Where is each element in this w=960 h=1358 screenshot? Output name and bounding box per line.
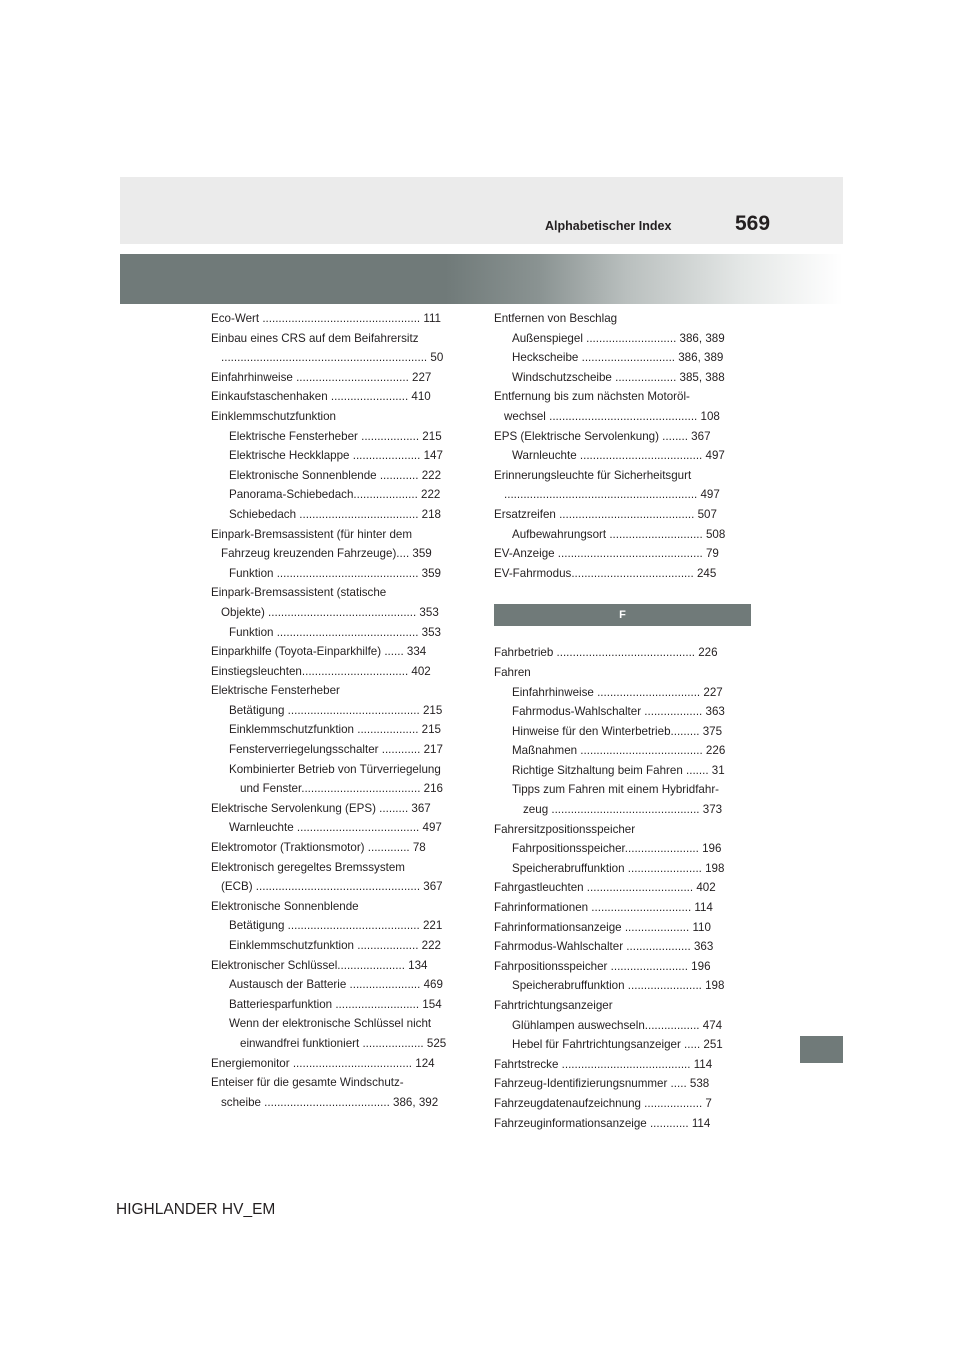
index-entry: Elektronisch geregeltes Bremssystem [211,860,405,874]
index-entry: ............................................................ 497 [504,488,720,502]
index-entry: Tipps zum Fahren mit einem Hybridfahr- [512,783,720,797]
header-title: Alphabetischer Index [545,219,672,233]
index-entry: Betätigung ......................................... 215 [229,703,443,717]
index-entry: Elektrische Heckklappe ..................... 147 [229,449,443,463]
index-entry: Einpark-Bremsassistent (für hinter dem [211,527,413,541]
index-entry: wechsel .............................................. 108 [504,409,720,423]
index-entry: Erinnerungsleuchte für Sicherheitsgurt [494,468,692,482]
index-entry: Elektromotor (Traktionsmotor) ............. 78 [211,841,426,855]
index-entry: EPS (Elektrische Servolenkung) ........ 367 [494,429,711,443]
index-entry: Fahrzeug-Identifizierungsnummer ..... 538 [494,1077,710,1091]
index-entry: scheibe ....................................... 386, 392 [221,1095,439,1109]
index-entry: Elektronischer Schlüssel..................... 134 [211,958,428,972]
index-entry: einwandfrei funktioniert ................... 525 [240,1036,447,1050]
index-entry: und Fenster..................................... 216 [240,782,443,796]
index-entry: Fahrzeugdatenaufzeichnung .................. 7 [494,1096,712,1110]
index-entry: Einfahrhinweise ................................ 227 [512,685,723,699]
index-group-f [494,643,751,1133]
index-entry: Fahrpositionsspeicher....................... 196 [512,842,722,856]
index-entry: Hinweise für den Winterbetrieb......... 375 [512,724,723,738]
index-entry: Hebel für Fahrtrichtungsanzeiger ..... 251 [512,1038,723,1052]
header-gradient-band [120,254,843,304]
index-entry: Objekte) .............................................. 353 [221,605,439,619]
index-entry: Aufbewahrungsort ............................. 508 [512,527,726,541]
index-entry: Fahrgastleuchten ................................. 402 [494,881,716,895]
index-entry: Maßnahmen ...................................... 226 [512,744,726,758]
index-entry: Schiebedach ..................................... 218 [229,507,442,521]
index-entry: Einklemmschutzfunktion ................... 222 [229,939,441,952]
index-entry: ................................................................ 50 [221,351,444,365]
index-entry: Fahren [494,665,531,679]
index-entry: Warnleuchte ...................................... 497 [229,821,442,835]
index-column-left [211,309,463,1112]
footer-model-code: HIGHLANDER HV_EM [116,1201,276,1218]
index-entry: Austausch der Batterie ...................... 469 [229,978,443,992]
index-entry: Fahrmodus-Wahlschalter .................... 363 [494,940,714,954]
index-entry: Enteiser für die gesamte Windschutz- [211,1076,404,1090]
index-entry: Elektrische Servolenkung (EPS) ......... 367 [211,801,431,815]
index-entry: Elektrische Fensterheber .................. 215 [229,429,442,443]
index-entry: Fahrzeug kreuzenden Fahrzeuge).... 359 [221,547,432,561]
index-entry: Speicherabruffunktion ....................... 198 [512,861,725,875]
index-entry: Speicherabruffunktion ....................... 198 [512,979,725,993]
index-entry: Fahrinformationen ............................... 114 [494,901,713,915]
index-entry: Fahrmodus-Wahlschalter .................. 363 [512,705,725,719]
index-entry: Fahrersitzpositionsspeicher [494,822,636,836]
index-entry: Wenn der elektronische Schlüssel nicht [229,1017,432,1031]
index-entry: Einpark-Bremsassistent (statische [211,586,387,600]
index-entry: Fahrbetrieb ........................................... 226 [494,646,718,660]
index-entry: Einfahrhinweise ................................... 227 [211,370,432,384]
index-entry: Kombinierter Betrieb von Türverriegelung [229,762,441,776]
section-thumb-tab [800,1036,843,1063]
page-number: 569 [735,212,771,235]
index-entry: Einklemmschutzfunktion [211,409,337,423]
index-entry: Einbau eines CRS auf dem Beifahrersitz [211,331,419,345]
index-entry: Entfernung bis zum nächsten Motoröl- [494,390,690,404]
index-entry: Ersatzreifen .......................................... 507 [494,507,717,521]
index-column-right [494,309,751,1133]
index-entry: Einparkhilfe (Toyota-Einparkhilfe) ...... 334 [211,645,427,659]
index-entry: Panorama-Schiebedach.................... 222 [229,488,441,502]
index-entry: Funktion ............................................ 359 [229,566,441,580]
index-entry: Einkaufstaschenhaken ........................ 410 [211,390,431,404]
index-group-e [494,309,751,583]
index-entry: Energiemonitor ..................................... 124 [211,1056,435,1070]
index-entry: Fahrtstrecke ........................................ 114 [494,1057,713,1071]
index-entry: Elektrische Fensterheber [211,684,340,698]
index-entry: zeug .............................................. 373 [523,803,723,817]
index-entry: (ECB) ................................................... 367 [221,880,443,894]
index-entry: Elektronische Sonnenblende ............ 222 [229,468,442,482]
index-entry: Fahrinformationsanzeige .................... 110 [494,920,711,934]
index-entry: Betätigung ......................................... 221 [229,919,443,933]
index-entry: Elektronische Sonnenblende [211,899,359,913]
index-entry: Entfernen von Beschlag [494,312,618,325]
index-entry: Heckscheibe ............................. 386, 389 [512,351,724,365]
index-entry: Glühlampen auswechseln................. 474 [512,1018,723,1032]
index-entry: EV-Anzeige ............................................. 79 [494,547,719,561]
index-entry: Außenspiegel ............................ 386, 389 [512,331,725,345]
index-entry: Richtige Sitzhaltung beim Fahren ....... 31 [512,763,725,777]
index-entry: Warnleuchte ...................................... 497 [512,449,725,463]
index-entry: Batteriesparfunktion .......................... 154 [229,997,442,1011]
index-entry: Eco-Wert ................................................. 111 [211,312,442,325]
index-entry: Fahrpositionsspeicher ........................ 196 [494,959,711,973]
index-entry: Fensterverriegelungsschalter ............ 217 [229,743,443,757]
index-entry: Einstiegsleuchten................................. 402 [211,664,431,678]
index-entry: Einklemmschutzfunktion ................... 215 [229,723,441,737]
index-entry: Fahrtrichtungsanzeiger [494,999,613,1012]
index-entry: Fahrzeuginformationsanzeige ............ 114 [494,1116,711,1130]
index-entry: EV-Fahrmodus...................................... 245 [494,566,717,580]
index-entry: Funktion ............................................ 353 [229,625,441,639]
section-header-f: F [494,604,751,626]
index-entry: Windschutzscheibe ................... 385, 388 [512,370,725,384]
